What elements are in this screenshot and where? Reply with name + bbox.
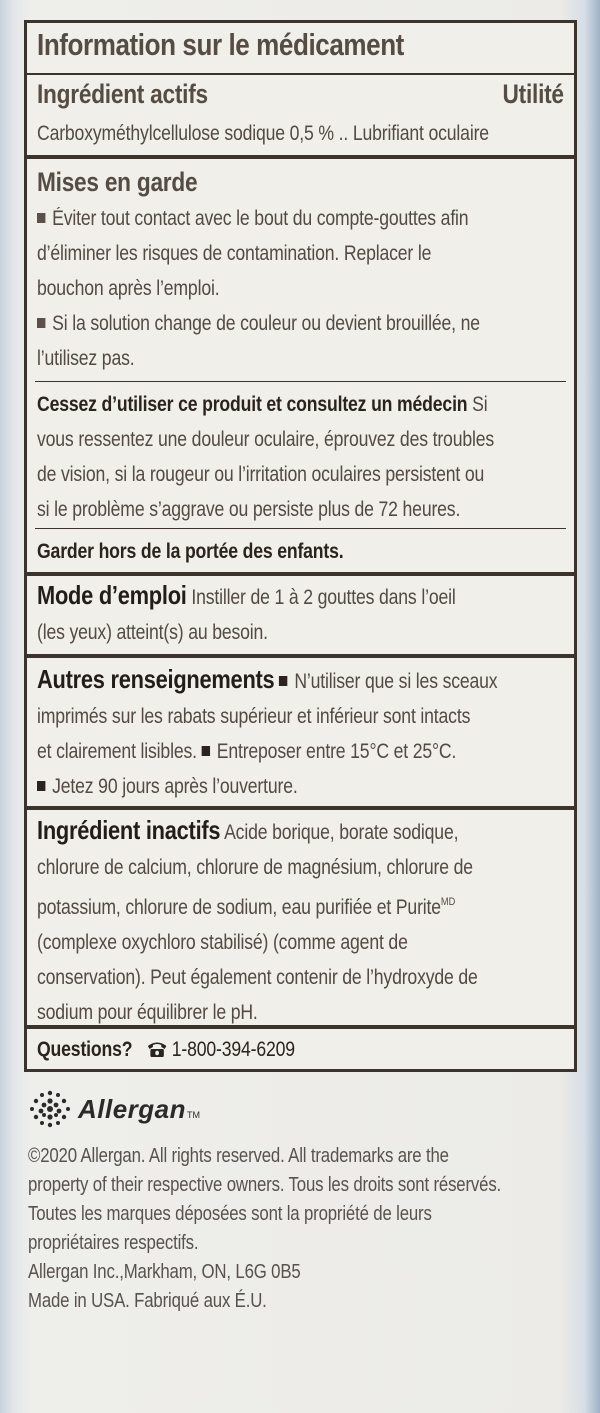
questions-row: [27, 1032, 574, 1068]
footer: [28, 1086, 573, 1316]
panel-title: Information sur le médicament: [37, 27, 404, 62]
trademark-symbol: TM: [187, 1110, 201, 1120]
allergan-logo: [28, 1086, 573, 1132]
directions-text: Instiller de 1 à 2 gouttes dans l’oeil: [186, 586, 456, 609]
warning-text: Si la solution change de couleur ou devient brouillée, ne: [52, 312, 480, 335]
inactive-ingredients-heading: Ingrédient inactifs: [37, 815, 221, 845]
other-info-section: [27, 664, 574, 804]
divider: [35, 381, 566, 382]
divider: [27, 73, 574, 75]
other-info-text: Entreposer entre 15°C et 25°C.: [216, 740, 457, 763]
warnings-header: [27, 169, 574, 201]
purpose-value: Lubrifiant oculaire: [352, 122, 489, 145]
divider: [27, 155, 574, 159]
warning-text: l’utilisez pas.: [37, 347, 135, 370]
allergan-dots-icon: [28, 1089, 72, 1129]
legal-text: [28, 1142, 573, 1316]
stop-use-text: si le problème s’aggrave ou persiste plus de 72 heures.: [37, 498, 461, 521]
active-ingredient-heading: Ingrédient actifs: [37, 79, 208, 109]
directions-heading: Mode d’emploi: [37, 580, 187, 610]
active-ingredient-row: [27, 116, 574, 152]
other-info-text: et clairement lisibles.: [37, 740, 197, 763]
inactive-ingredients-text: conservation). Peut également contenir de l’hydroxyde de: [37, 966, 478, 989]
divider: [27, 654, 574, 658]
stop-use-heading: Cessez d’utiliser ce produit et consultez un médecin: [37, 393, 468, 416]
square-bullet-icon: [37, 318, 45, 328]
divider: [27, 1025, 574, 1029]
directions-text: (les yeux) atteint(s) au besoin.: [37, 621, 268, 644]
inactive-ingredients-text: (complexe oxychloro stabilisé) (comme agent de: [37, 931, 408, 954]
children-warning-row: [27, 534, 574, 568]
stop-use-section: [27, 387, 574, 527]
phone-number[interactable]: 1-800-394-6209: [171, 1038, 295, 1061]
telephone-icon: [147, 1040, 169, 1058]
stop-use-text: de vision, si la rougeur ou l’irritation oculaires persistent ou: [37, 463, 485, 486]
warning-text: d’éliminer les risques de contamination. Replacer le: [37, 242, 432, 265]
other-info-text: imprimés sur les rabats supérieur et inférieur sont intacts: [37, 705, 471, 728]
warnings-heading: Mises en garde: [37, 167, 198, 197]
drug-facts-panel: [24, 20, 577, 1072]
square-bullet-icon: [202, 746, 210, 756]
warning-text: bouchon après l’emploi.: [37, 277, 220, 300]
legal-line: Made in USA. Fabriqué aux É.U.: [28, 1290, 267, 1312]
divider: [27, 572, 574, 576]
panel-title-row: [27, 29, 574, 73]
warnings-body: [27, 201, 574, 376]
active-ingredient: Carboxyméthylcellulose sodique 0,5 %: [37, 122, 334, 145]
trademark-superscript: MD: [440, 896, 456, 908]
square-bullet-icon: [279, 676, 287, 686]
other-info-text: Jetez 90 jours après l’ouverture.: [52, 775, 298, 798]
square-bullet-icon: [37, 781, 45, 791]
inactive-ingredients-text: potassium, chlorure de sodium, eau purifiée et Purite: [37, 896, 441, 919]
legal-line: property of their respective owners. Tous les droits sont réservés.: [28, 1174, 502, 1196]
purpose-heading: Utilité: [502, 79, 564, 109]
leader-dots: ..: [333, 122, 353, 145]
divider: [27, 806, 574, 810]
stop-use-text: vous ressentez une douleur oculaire, éprouvez des troubles: [37, 428, 495, 451]
legal-line: Toutes les marques déposées sont la propriété de leurs: [28, 1203, 432, 1225]
divider: [35, 528, 566, 529]
other-info-heading: Autres renseignements: [37, 664, 275, 694]
inactive-ingredients-text: Acide borique, borate sodique,: [220, 821, 459, 844]
inactive-ingredients-text: chlorure de calcium, chlorure de magnésium, chlorure de: [37, 856, 473, 879]
inactive-ingredients-text: sodium pour équilibrer le pH.: [37, 1001, 258, 1024]
other-info-text: N’utiliser que si les sceaux: [294, 670, 498, 693]
children-warning: Garder hors de la portée des enfants.: [37, 540, 344, 563]
warning-text: Éviter tout contact avec le bout du compte-gouttes afin: [52, 207, 469, 230]
brand-name: Allergan: [78, 1093, 187, 1124]
active-ingredient-header: [27, 81, 574, 113]
stop-use-text: Si: [467, 393, 488, 416]
legal-line: Allergan Inc.,Markham, ON, L6G 0B5: [28, 1261, 301, 1283]
legal-line: ©2020 Allergan. All rights reserved. All trademarks are the: [28, 1145, 449, 1167]
directions-section: [27, 580, 574, 650]
square-bullet-icon: [37, 213, 45, 223]
inactive-ingredients-section: [27, 815, 574, 1030]
questions-label: Questions?: [37, 1038, 133, 1061]
legal-line: propriétaires respectifs.: [28, 1232, 199, 1254]
